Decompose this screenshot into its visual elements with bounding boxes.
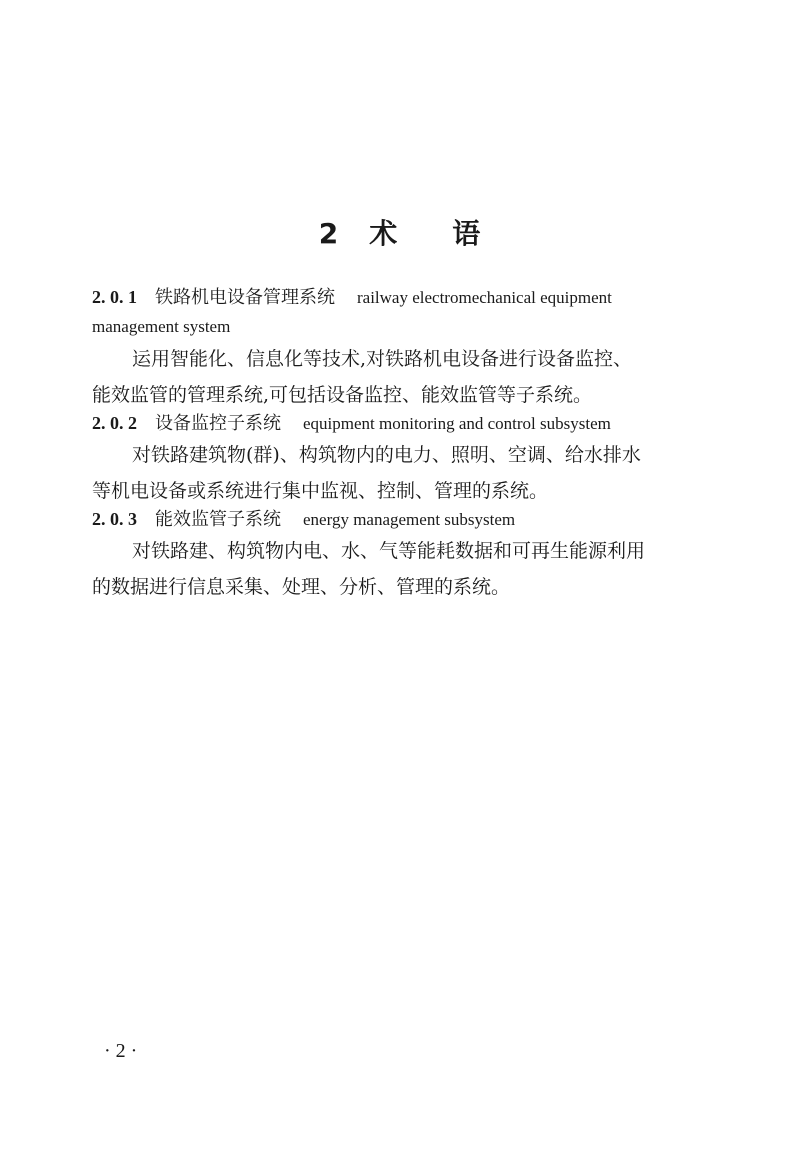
term-heading: [92, 504, 702, 535]
definition-line: 等机电设备或系统进行集中监视、控制、管理的系统。: [92, 480, 549, 502]
chapter-title-char-2: 语: [452, 217, 482, 250]
definition-line: 运用智能化、信息化等技术,对铁路机电设备进行设备监控、: [132, 348, 633, 370]
term-definition: [92, 437, 692, 509]
term-number: 2. 0. 1: [92, 287, 137, 307]
chapter-title: [0, 212, 800, 252]
term-name-en: railway electromechanical equipment: [357, 288, 612, 307]
term-number: 2. 0. 2: [92, 413, 137, 433]
definition-line: 的数据进行信息采集、处理、分析、管理的系统。: [92, 576, 511, 598]
term-name-zh: 设备监控子系统: [155, 413, 281, 434]
term-name-en-continued: management system: [92, 317, 231, 336]
term-name-zh: 能效监管子系统: [155, 509, 281, 530]
term-heading: [92, 282, 702, 313]
term-name-zh: 铁路机电设备管理系统: [155, 287, 335, 308]
term-name-en: energy management subsystem: [303, 510, 516, 529]
page-number: · 2 ·: [104, 1040, 138, 1062]
definition-line: 对铁路建、构筑物内电、水、气等能耗数据和可再生能源利用: [132, 540, 646, 562]
term-definition: [92, 341, 692, 413]
chapter-number: 2: [318, 217, 340, 250]
term-number: 2. 0. 3: [92, 509, 137, 529]
chapter-title-char-1: 术: [369, 217, 399, 250]
term-definition: [92, 533, 692, 605]
term-name-en: equipment monitoring and control subsystem: [303, 414, 611, 433]
term-heading: [92, 408, 702, 439]
definition-line: 能效监管的管理系统,可包括设备监控、能效监管等子系统。: [92, 384, 593, 406]
definition-line: 对铁路建筑物(群)、构筑物内的电力、照明、空调、给水排水: [132, 444, 641, 466]
